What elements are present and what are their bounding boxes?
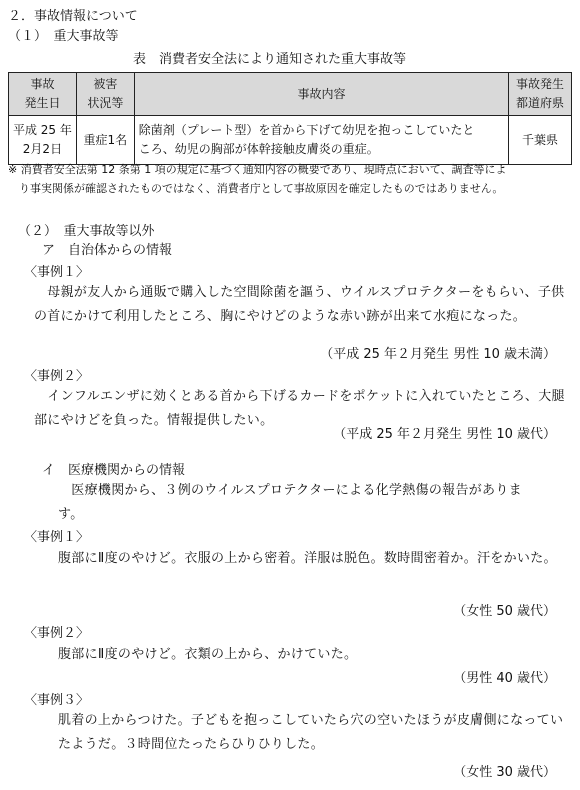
header-damage: 被害 状況等: [76, 73, 134, 116]
subheading-serious-accidents: （１） 重大事故等: [8, 29, 119, 44]
case-text: インフルエンザに効くとある首から下げるカードをポケットに入れていたところ、大腿部にやけどを負った。情報提供したい。: [34, 389, 565, 428]
case-label: 〈事例３〉: [24, 693, 90, 708]
cell-damage: 重症1名: [76, 116, 134, 165]
case-source: （女性 50 歳代）: [453, 604, 556, 619]
cell-date: 平成 25 年 2月2日: [9, 116, 77, 165]
section-i-title: イ 医療機関からの情報: [42, 463, 186, 478]
case-label: 〈事例１〉: [24, 265, 90, 280]
cell-content: 除菌剤（プレート型）を首から下げて幼児を抱っこしていたと ころ、幼児の胸部が体幹接触皮膚炎の重症。: [134, 116, 508, 165]
case-label: 〈事例２〉: [24, 626, 90, 641]
table-header-row: [9, 73, 572, 116]
case-text: 腹部にⅡ度のやけど。衣服の上から密着。洋服は脱色。数時間密着か。汗をかいた。: [58, 551, 557, 566]
case-source: （女性 30 歳代）: [453, 765, 556, 780]
case-source: （男性 40 歳代）: [453, 671, 556, 686]
table-caption: 表 消費者安全法により通知された重大事故等: [133, 52, 407, 67]
case-text: 母親が友人から通販で購入した空間除菌を謳う、ウイルスプロテクターをもらい、子供の首にかけて利用したところ、胸にやけどのような赤い跡が出来て水疱になった。: [34, 285, 565, 324]
subheading-other-accidents: （２） 重大事故等以外: [18, 224, 155, 239]
case-source: （平成 25 年２月発生 男性 10 歳代）: [333, 427, 556, 442]
case-label: 〈事例１〉: [24, 530, 90, 545]
header-content: 事故内容: [134, 73, 508, 116]
case-text: 腹部にⅡ度のやけど。衣類の上から、かけていた。: [58, 647, 358, 662]
section-i-intro: 医療機関から、３例のウイルスプロテクターによる化学熱傷の報告がありま す。: [58, 483, 522, 522]
header-date: 事故 発生日: [9, 73, 77, 116]
table-note: ※ 消費者安全法第 12 条第 1 項の規定に基づく通知内容の概要であり、現時点において、調査等によ り事実関係が確認されたものではなく、消費者庁として事故原因を確定したものではありません。: [8, 163, 507, 195]
case-text: 肌着の上からつけた。子どもを抱っこしていたら穴の空いたほうが皮膚側になっていたようだ。３時間位たったらひりひりした。: [58, 713, 564, 752]
case-source: （平成 25 年２月発生 男性 10 歳未満）: [320, 347, 556, 362]
header-prefecture: 事故発生 都道府県: [509, 73, 572, 116]
case-label: 〈事例２〉: [24, 369, 90, 384]
section-a-title: ア 自治体からの情報: [42, 243, 173, 258]
section-heading: ２．事故情報について: [8, 9, 138, 24]
cell-prefecture: 千葉県: [509, 116, 572, 165]
accident-table: [8, 72, 572, 165]
table-row: [9, 116, 572, 165]
